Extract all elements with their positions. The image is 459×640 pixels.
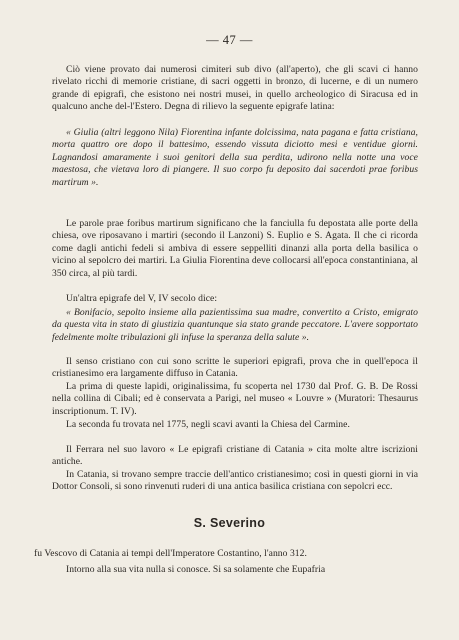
epigraph-giulia: « Giulia (altri leggono Nila) Fiorentina infante dolcissima, nata pagana e fatta cristiana, morta quattro ore dopo il battesimo, essendo vissuta diciotto mesi e ventidue giorni. Lagnandosi amaramente i suoi genitori della sua perdita, udirono nella notte una voce maestosa, che vietava loro di piangere. Il suo corpo fu deposito dai sacerdoti prae foribus martirum ». — [52, 127, 418, 188]
paragraph-ferrara: Il Ferrara nel suo lavoro « Le epigrafi cristiane di Catania » cita molte altre iscrizioni antiche. — [52, 444, 418, 468]
paragraph-another-epigraph: Un'altra epigrafe del V, IV secolo dice: — [66, 293, 218, 304]
section-heading: S. Severino — [193, 516, 266, 530]
paragraph-basilica: In Catania, si trovano sempre traccie dell'antico cristianesimo; così in questi giorni in via Dottor Consoli, si sono rinvenuti ruderi di una antica basilica cristiana con sepolcri ecc. — [52, 469, 418, 493]
paragraph-first-stone: La prima di queste lapidi, originalissima, fu scoperta nel 1730 dal Prof. G. B. De Rossi nella collina di Cibali; ed è conservata a Parigi, nel museo « Louvre » (Muratori: Thesaurus inscriptionum. T. IV). — [52, 381, 418, 417]
paragraph-christian-sense: Il senso cristiano con cui sono scritte le superiori epigrafi, prova che in quell'epoca il cristianesimo era largamente diffuso in Catania. — [52, 356, 418, 380]
epigraph-bonifacio: « Bonifacio, sepolto insieme alla pazientissima sua madre, convertito a Cristo, emigrato da questa vita in stato di giustizia quantunque sia stato grande peccatore. L'avere sopportato fedelmente molte tribulazioni gli infuse la speranza della salute ». — [52, 307, 418, 343]
paragraph-life: Intorno alla sua vita nulla si conosce. Si sa solamente che Eupafria — [66, 564, 326, 575]
page-number: — 47 — — [206, 33, 253, 47]
paragraph-prae-foribus: Le parole prae foribus martirum significano che la fanciulla fu depostata alle porte della chiesa, ove riposavano i martiri (secondo il Lanzoni) S. Euplio e S. Agata. Il che ci ricorda come dagli antichi fedeli si ambiva di essere seppelliti dinanzi alla porta della basilica o vicino al sepolcro dei martiri. La Giulia Fiorentina deve collocarsi all'epoca constantiniana, al 350 circa, al più tardi. — [52, 218, 418, 279]
paragraph-bishop: fu Vescovo di Catania ai tempi dell'Imperatore Costantino, l'anno 312. — [34, 548, 307, 559]
paragraph-cemeteries: Ciò viene provato dai numerosi cimiteri sub divo (all'aperto), che gli scavi ci hanno rivelato ricchi di memorie cristiane, di sacri oggetti in bronzo, di lucerne, e di un numero grande di epigrafi, che esistono nei nostri musei, in quello archeologico di Siracusa ed in qualcuno anche del-l'Estero. Degna di rilievo la seguente epigrafe latina: — [52, 64, 418, 113]
paragraph-second-stone: La seconda fu trovata nel 1775, negli scavi avanti la Chiesa del Carmine. — [66, 419, 350, 430]
